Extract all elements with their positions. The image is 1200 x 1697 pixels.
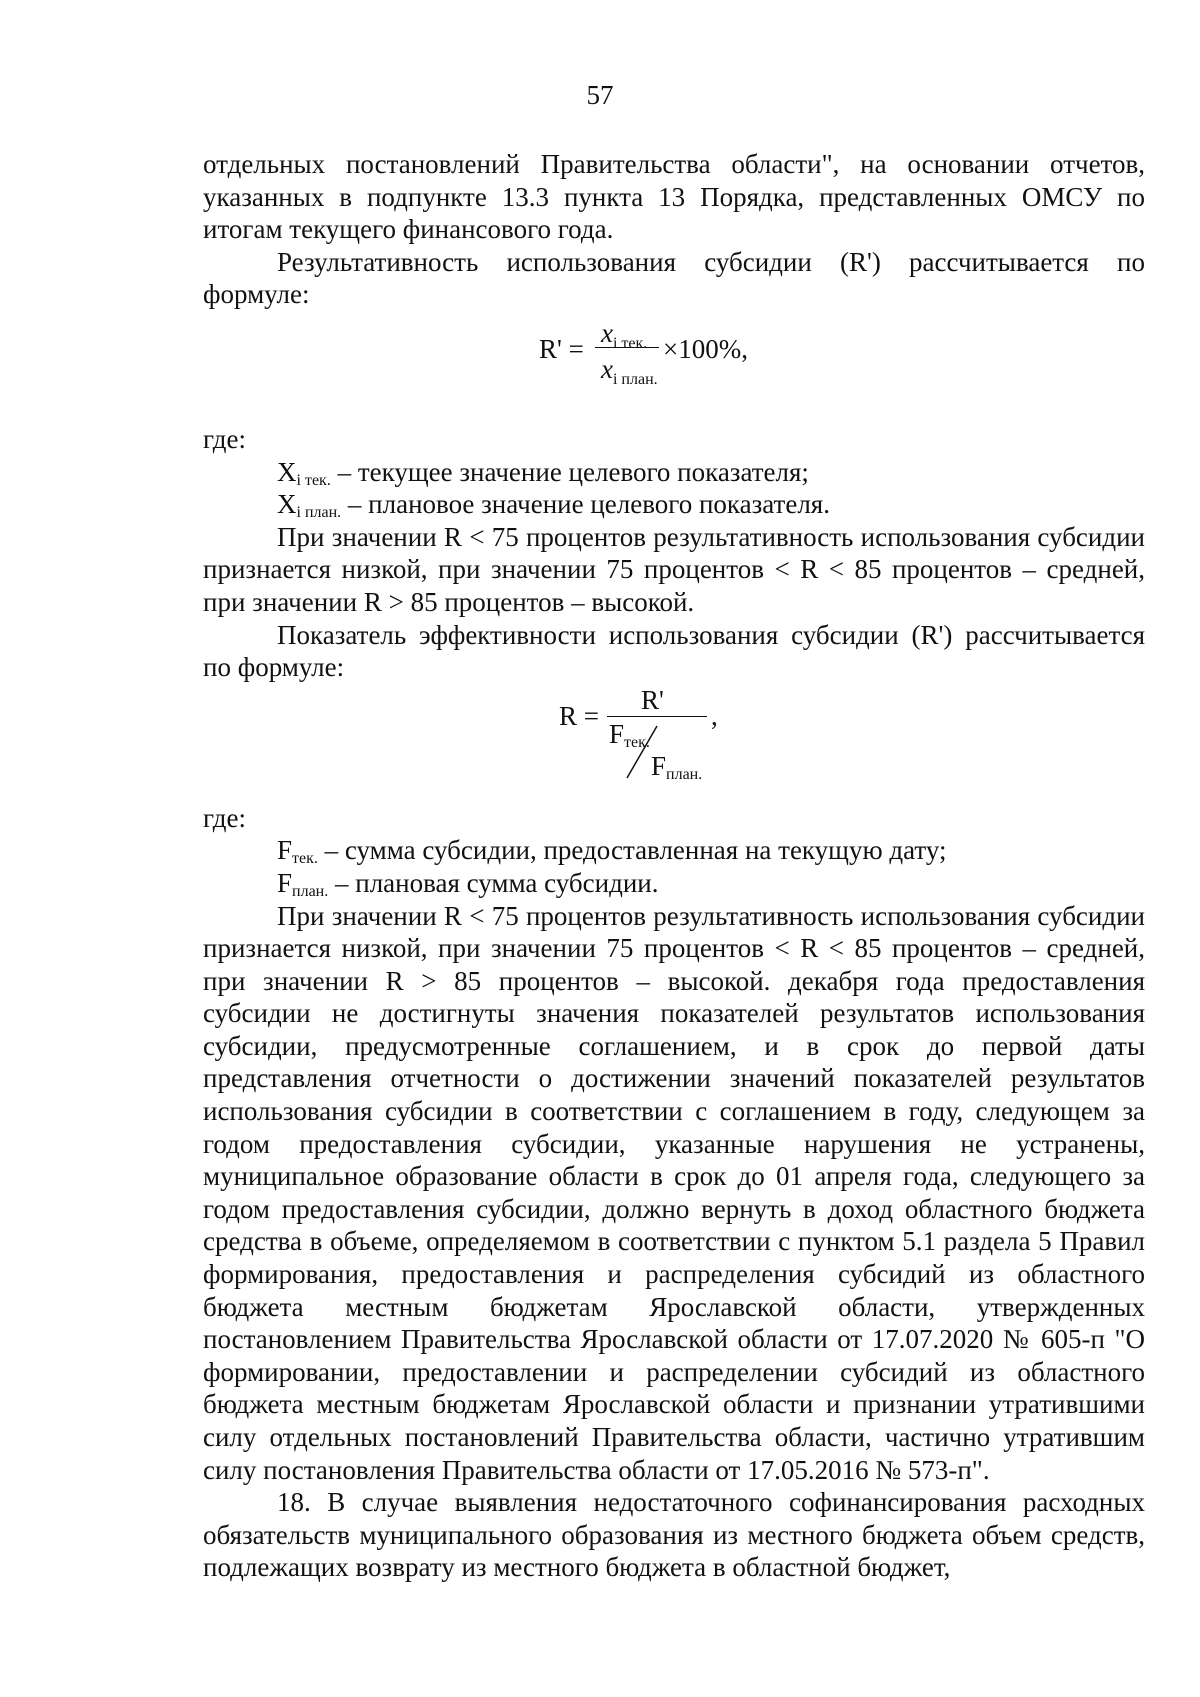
paragraph-efficiency-intro: Показатель эффективности использования субсидии (R') рассчитывается по формуле: [203,619,1145,683]
formula1-denominator: $x_{i план.}$ [601,353,658,388]
formula2-denominator-bottom: Fплан. [651,750,703,783]
paragraph-continued: отдельных постановлений Правительства области", на основании отчетов, указанных в подпункте 13.3 пункта 13 Порядка, представленных ОМСУ по итогам текущего финансового года. [203,149,1145,245]
paragraph-thresholds-1: При значении R < 75 процентов результативность использования субсидии признается низкой, при значении 75 процентов < R < 85 процентов – средней, при значении R > 85 процентов – высокой. [203,521,1145,617]
formula2-numerator: R' [641,684,664,715]
formula2-lhs: R = [559,700,599,731]
page-number: 57 [586,80,614,110]
formula-effectiveness [203,311,1145,403]
formula2-denominator-top: Fтек. [609,718,650,751]
formula1-rhs: ×100%, [663,333,748,364]
document-body [203,148,1145,1584]
where-label-2: где: [203,802,246,833]
paragraph-effectiveness-intro: Результативность использования субсидии (R') рассчитывается по формуле: [203,246,1145,310]
formula-efficiency [203,684,1145,796]
formula1-lhs: R' = [539,333,584,364]
definition-f-plan: $F_{план.}$ – плановая сумма субсидии. [277,867,659,900]
paragraph-18: 18. В случае выявления недостаточного софинансирования расходных обязательств муниципального образования из местного бюджета объем средств, подлежащих возврату из местного бюджета в областной бюджет, [203,1487,1145,1583]
paragraph-thresholds-2: При значении R < 75 процентов результативность использования субсидии признается низкой, при значении 75 процентов < R < 85 процентов – средней, при значении R > 85 процентов – высокой. декабря года предоставления субсидии не достигнуты значения показателей результатов использования субсидии, предусмотренные соглашением, и в срок до первой даты представления отчетности о достижении значений показателей результатов использования субсидии в соответствии с соглашением в году, следующем за годом предоставления субсидии, указанные нарушения не устранены, муниципальное образование области в срок до 01 апреля года, следующего за годом предоставления субсидии, должно вернуть в доход областного бюджета средства в объеме, определяемом в соответствии с пунктом 5.1 раздела 5 Правил формирования, предоставления и распределения субсидий из областного бюджета местным бюджетам Ярославской области, утвержденных постановлением Правительства Ярославской области от 17.07.2020 № 605-п "О формировании, предоставлении и распределении субсидий из областного бюджета местным бюджетам Ярославской области и признании утратившими силу отдельных постановлений Правительства области, частично утратившим силу постановления Правительства области от 17.05.2016 № 573-п". [203,900,1145,1485]
definition-x-plan: $X_{i план.}$ – плановое значение целевого показателя. [277,489,830,522]
formula2-fraction-line [607,716,707,717]
formula1-fraction-line [595,347,659,348]
formula1-numerator: $x_{i тек.}$ [601,317,648,352]
definition-f-current: $F_{тек.}$ – сумма субсидии, предоставленная на текущую дату; [277,835,947,868]
formula2-comma: , [711,700,718,731]
where-label-1: где: [203,423,246,454]
definition-x-current: $X_{i тек.}$ – текущее значение целевого показателя; [277,456,809,489]
